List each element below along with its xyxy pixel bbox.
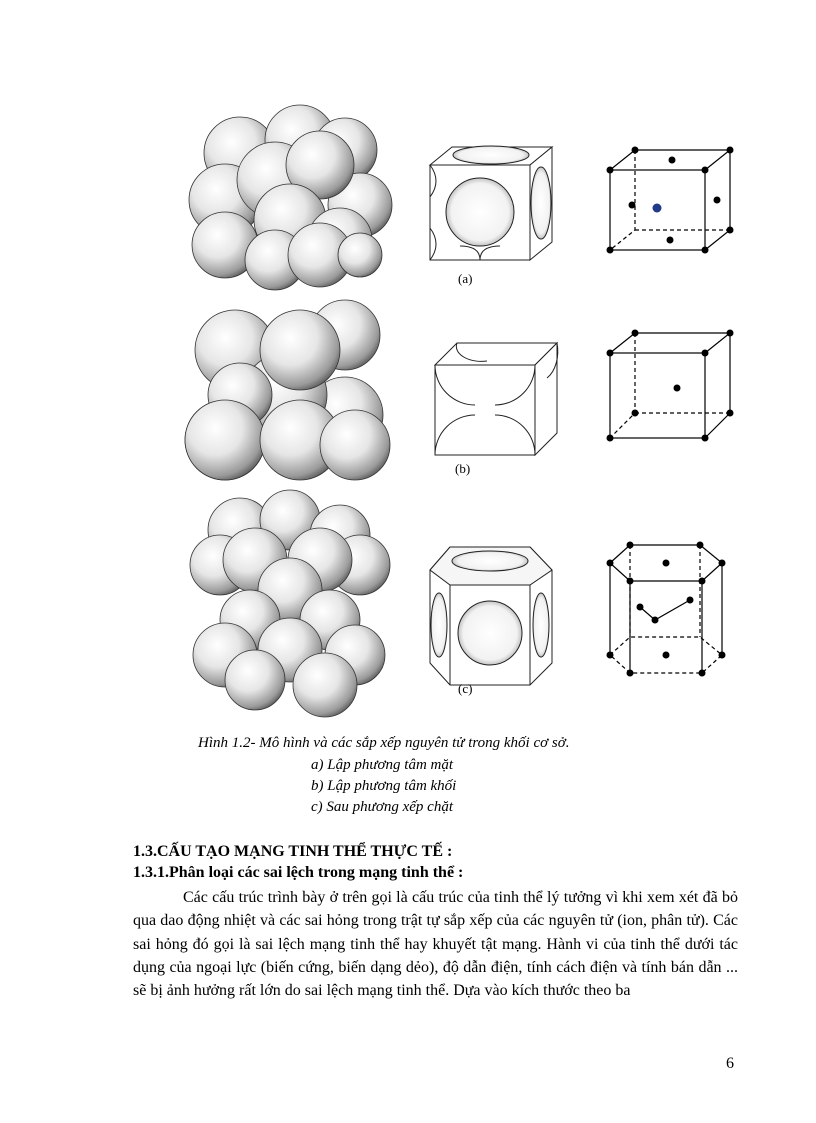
caption-item-b: b) Lập phương tâm khối bbox=[311, 778, 457, 794]
caption-item-a: a) Lập phương tâm mặt bbox=[311, 757, 454, 773]
hcp-unit-cell-spheres bbox=[430, 547, 552, 685]
hcp-sphere-model bbox=[190, 490, 390, 717]
section-subheading: 1.3.1.Phân loại các sai lệch trong mạng tinh thể : bbox=[133, 864, 464, 881]
section-heading: 1.3.CẤU TẠO MẠNG TINH THỂ THỰC TẾ : bbox=[133, 843, 453, 860]
fcc-unit-cell-spheres bbox=[430, 146, 552, 260]
bcc-sphere-model bbox=[185, 300, 390, 480]
figure-label-b: (b) bbox=[455, 461, 471, 476]
figure-drawing bbox=[180, 95, 760, 720]
bcc-lattice-points bbox=[607, 330, 734, 442]
body-paragraph: Các cấu trúc trình bày ở trên gọi là cấu trúc của tinh thể lý tưởng vì khi xem xét đã bỏ qua dao động nhiệt và các sai hỏng trong trật tự sắp xếp của các nguyên tử (ion, phân tử). Các sai hỏng đó gọi là sai lệch mạng tinh thể hay khuyết tật mạng. Hành vi của tinh thể dưới tác dụng của ngoại lực (biến cứng, biến dạng dẻo), độ dẫn điện, tính cách điện và tính bán dẫn ... sẽ bị ảnh hưởng rất lớn do sai lệch mạng tinh thể. Dựa vào kích thước theo ba bbox=[133, 889, 738, 1000]
figure-label-c: (c) bbox=[458, 681, 473, 696]
page-number: 6 bbox=[726, 1055, 734, 1072]
figure-caption-title: Hình 1.2- Mô hình và các sắp xếp nguyên tử trong khối cơ sở. bbox=[198, 735, 570, 751]
crystal-structures-figure bbox=[180, 95, 760, 720]
hcp-lattice-points bbox=[607, 542, 726, 677]
fcc-lattice-points bbox=[607, 147, 734, 254]
bcc-unit-cell-spheres bbox=[435, 343, 558, 455]
fcc-sphere-model bbox=[189, 105, 392, 290]
caption-item-c: c) Sau phương xếp chặt bbox=[311, 799, 453, 815]
figure-label-a: (a) bbox=[458, 271, 473, 286]
